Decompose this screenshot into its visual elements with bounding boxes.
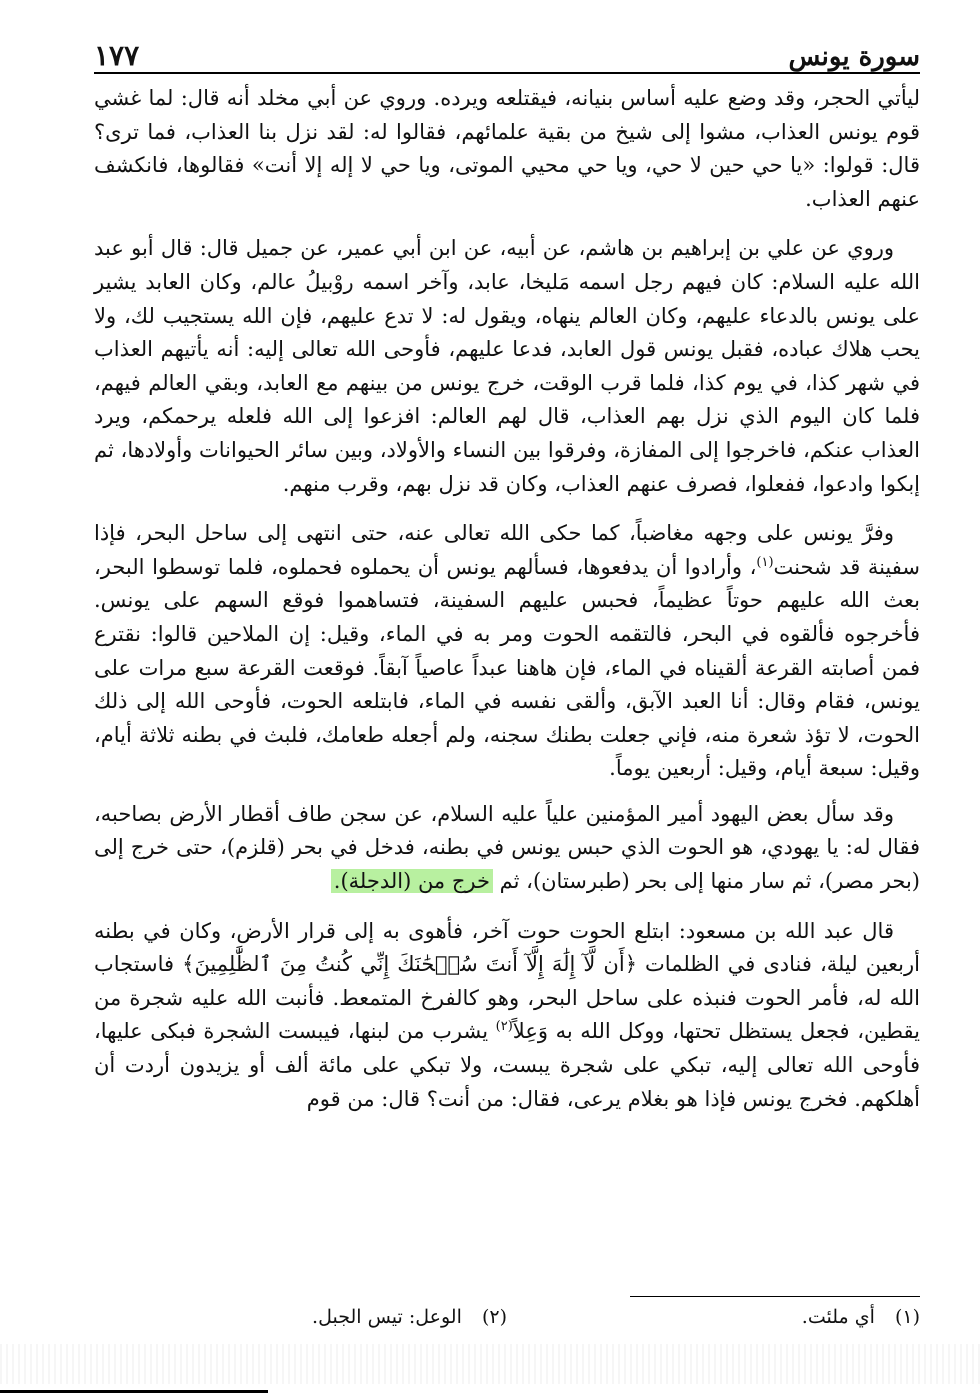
footnote-ref[interactable]: (١) [756,554,774,570]
text-line: يشرب من لبنها، فيبست الشجرة [203,1019,496,1044]
text-line: يونس، فقام وقال: أنا العبد الآبق، وألقى نفسه في الماء، فابتلعه الحوت، فأوحى الله إلى ذلك [94,689,920,714]
text-line: يزيدون أردت أن أهلكهم. فخرج يونس فإذا هو بغلام يرعى، فقال: من أنت؟ قال: من قوم [94,1053,920,1111]
text-line: أيام، وقيل: سبعة أيام، وقيل: أربعين يوماً. [94,722,920,781]
text-line: ، وأرادوا أن يدفعوها، فسألهم يونس أن يحملوه فحملوه، فلما توسطوا [152,554,757,579]
text-line: وفرَّ يونس على وجهه مغاضباً، كما حكى الله تعالى عنه، حتى انتهى إلى ساحل البحر، [135,521,894,546]
footnote-1 [507,1306,920,1328]
footnote-2 [94,1306,507,1328]
text-line: فأخرجوه فألقوه في البحر، فالتقمه الحوت ومر به في الماء، وقيل: إن الملاحين قالوا: نقترع [94,621,920,646]
text-line: خرج إلى (بحر مصر)، ثم سار منها إلى بحر (طبرستان)، ثم [94,835,920,894]
text-line: فاستجاب الله له، فأمر الحوت فنبذه على ساحل البحر، وهو كالفرخ المتمعط. فأنبت الله عليه [94,952,921,1010]
footnote-rule [630,1296,920,1297]
text-line: وبقي العالم فيهم، فلما كان اليوم الذي نزل بهم العذاب، قال لهم العالم: افزعوا إلى الله فلعله [94,370,920,429]
text-line: يأتيهم العذاب في شهر كذا، في يوم كذا، فلما قرب الوقت، خرج يونس من بينهم مع العابد، [94,337,920,395]
text-line: يشير على يونس بالدعاء عليهم، وكان العالم ينهاه، ويقول له: لا تدع عليهم، فإن الله يستجيب [94,269,920,328]
footnotes [94,1306,920,1328]
text-line: أبو عبد الله عليه السلام: كان فيهم رجل اسمه مَليخا، عابد، وآخر اسمه روْبيلُ عالم، وكان العابد [94,236,920,294]
text-line: شجرة من يقطين، فجعل يستظل تحتها، ووكل الله به وَعِلاً [94,985,920,1044]
body-text [94,82,920,1116]
surah-title: سورة يونس [788,42,920,72]
footnote-ref[interactable]: (٢) [495,1019,513,1035]
paragraph-1 [94,82,920,216]
text-line: يرحمكم، ويرد العذاب عنكم، فاخرجوا إلى المفازة، وفرقوا بين النساء والأولاد، وبين سائر [94,404,920,462]
text-line: فقال له: يا يهودي، هو الحوت الذي حبس يونس في بطنه، فدخل في بحر (قلزم)، حتى [176,835,920,860]
text-line: وقرب منهم. [282,471,389,496]
text-line: قال عبد الله بن مسعود: ابتلع الحوت حوت آخر، فأهوى به إلى قرار الأرض، وكان في [143,918,894,943]
text-line: قال: قولوا: «يا حي حين لا حي، ويا حي محيي الموتى، ويا حي لا إله إلا أنت» فقالوها، [175,153,920,178]
paragraph-5 [94,915,920,1117]
text-line: الحوت، لا تؤذ شعرة منه، فإني جعلت بطنك سجنه، ولم أجعله طعامك، فلبث في بطنه ثلاثة [138,722,920,747]
footnote-number: (٢) [481,1306,507,1328]
text-line: الحيوانات وأولادها، ثم إبكوا وادعوا، ففعلوا، فصرف عنهم العذاب، وكان قد نزل بهم، [94,437,920,496]
text-line: فانكشف عنهم العذاب. [94,153,920,211]
text-line: فبكى عليها، فأوحى الله تعالى إليه، تبكي على شجرة يبست، ولا تبكي على مائة ألف أو [94,1019,920,1078]
footnote-text: الوعل: تيس الجبل. [312,1306,462,1328]
text-line: فمن أصابته القرعة ألقيناه في الماء، فإن هاهنا عبداً عاصياً آبقاً. فوقعت القرعة سبع مرات على [94,655,920,680]
scan-noise [0,1344,980,1384]
text-line: البحر، بعث الله عليهم حوتاً عظيماً، فحبس عليهم السفينة، فتساهموا فوقع السهم على يونس. [94,554,920,613]
header-rule [94,72,920,74]
text-line: بطنه أربعين ليلة، فنادى في الظلمات ﴿أَن لَّآ إِلَٰهَ إِلَّآ أَنتَ سُبۡحَٰنَكَ إِنِّي كُنتُ مِنَ ٱلظَّٰلِمِينَ﴾ [94,918,920,977]
page-header [94,26,920,72]
scan-edge-line [0,1390,268,1393]
text-line: فإذا سفينة قد شحنت [94,521,920,579]
highlighted-text[interactable]: خرج من (الدجلة). [331,869,493,893]
text-line: قوم يونس العذاب، مشوا إلى شيخ من بقية علمائهم، فقالوا له: لقد نزل بنا العذاب، فما ترى؟ [94,119,920,144]
paragraph-2 [94,232,920,501]
paragraph-3 [94,517,920,786]
text-line: وروي عن علي بن إبراهيم بن هاشم، عن أبيه، عن ابن أبي عمير، عن جميل قال: قال [160,236,894,261]
text-line: لك، ولا يحب هلاك عباده، فقبل يونس قول العابد، فدعا عليهم، فأوحى الله تعالى إليه: أنه [94,303,920,362]
footnote-text: أي ملئت. [801,1306,875,1328]
paragraph-4 [94,798,920,899]
text-line: ليأتي الحجر، وقد وضع عليه أساس بنيانه، فيقتلعه ويرده. وروي عن أبي مخلد أنه قال: لما غشي [94,86,920,110]
footnote-number: (١) [894,1306,920,1328]
page-number: ١٧٧ [94,39,140,72]
text-line: وقد سأل بعض اليهود أمير المؤمنين علياً عليه السلام، عن سجن طاف أقطار الأرض بصاحبه، [94,801,894,826]
